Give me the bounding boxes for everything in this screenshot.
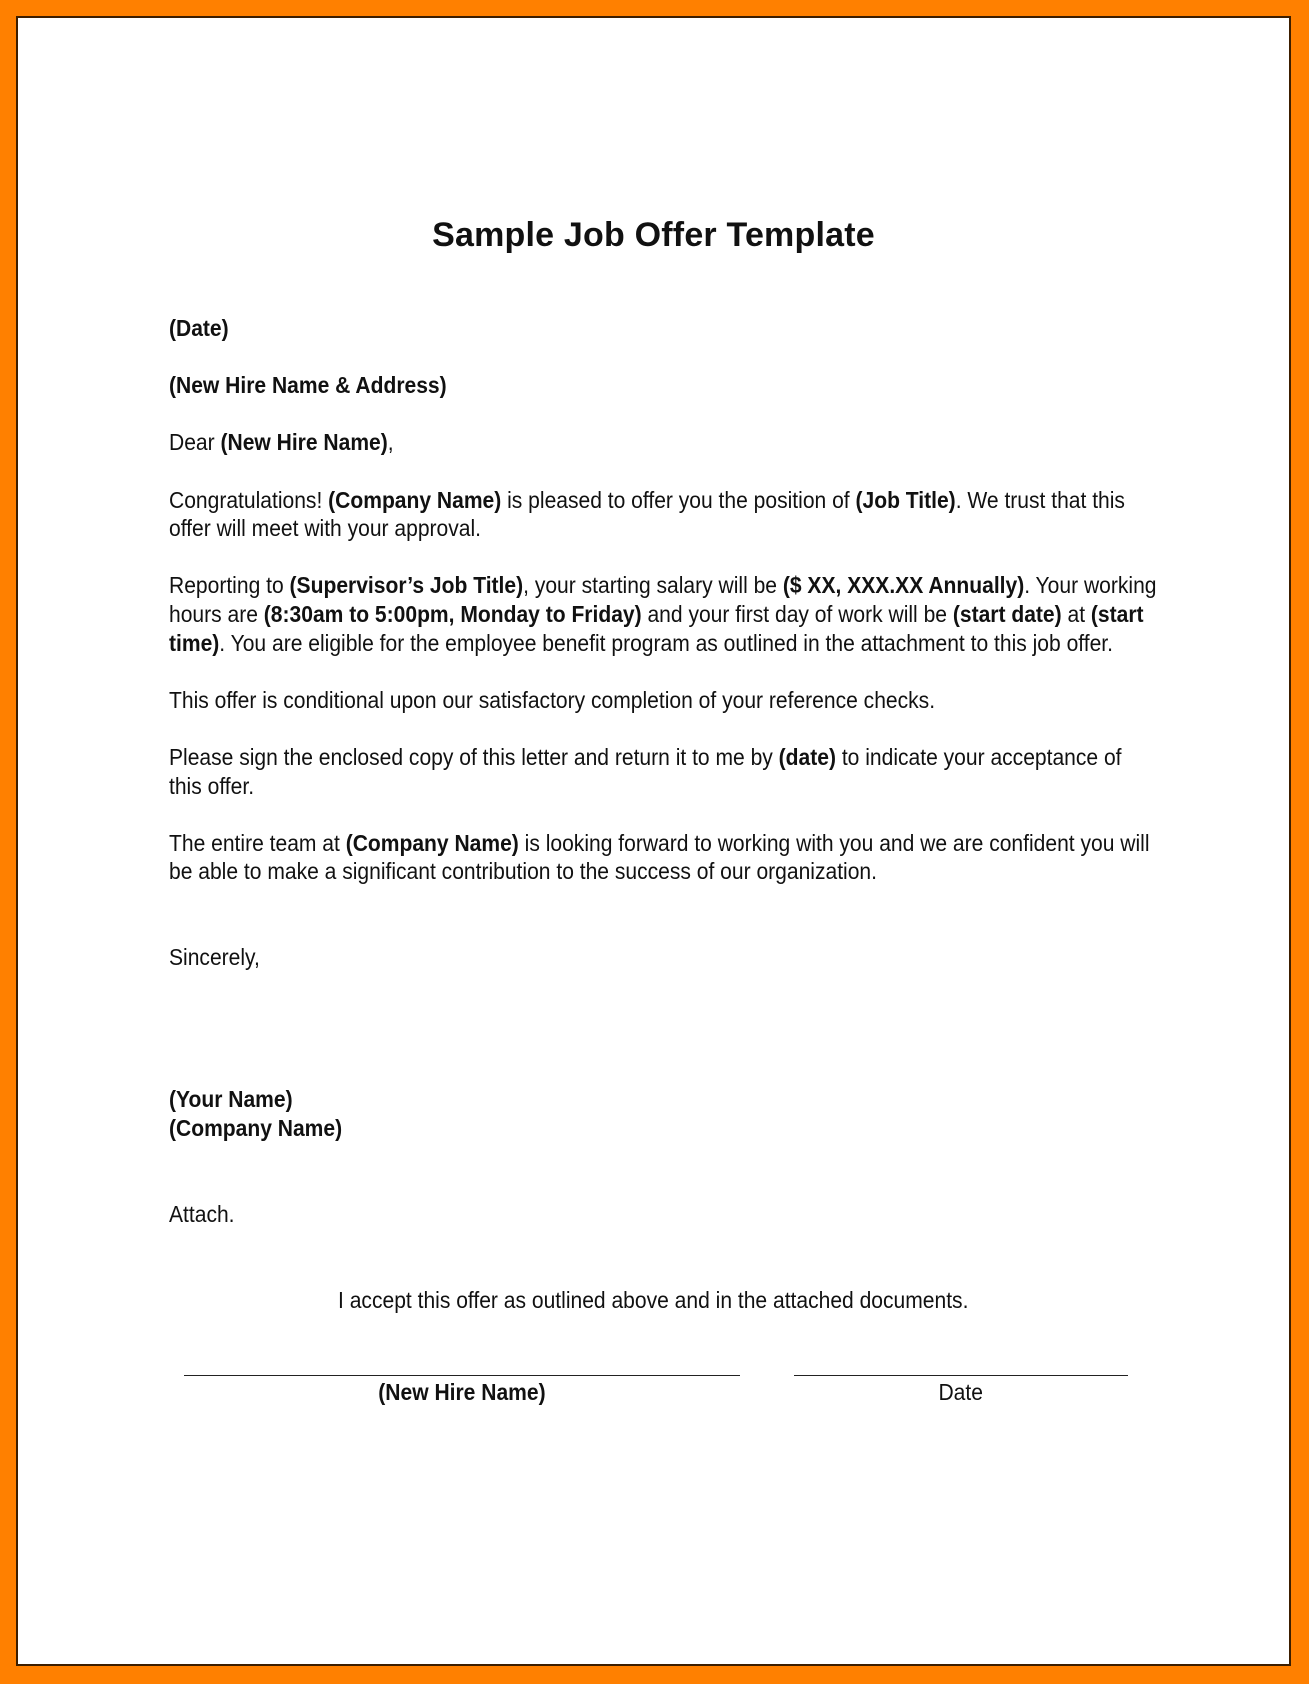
salutation-name: (New Hire Name) <box>220 429 388 456</box>
p2-text-6: . You are eligible for the employee benefit program as outlined in the attachment to this job offer. <box>219 629 1114 656</box>
p2-supervisor: (Supervisor’s Job Title) <box>289 572 524 599</box>
p1-company-name: (Company Name) <box>328 486 502 513</box>
date-label-text: Date <box>938 1379 984 1405</box>
new-hire-label-text: (New Hire Name) <box>378 1379 546 1405</box>
p2-text-3: . Your working hours are <box>169 572 1157 627</box>
paragraph-conditional: This offer is conditional upon our satisfactory completion of your reference checks. <box>169 686 936 713</box>
acceptance-statement-text: I accept this offer as outlined above and in the attached documents. <box>338 1287 969 1313</box>
document-page <box>16 16 1291 1666</box>
paragraph-team <box>169 829 1157 886</box>
p5-text-2: is looking forward to working with you and we are confident you will be able to make a significant contribution to the success of our organization. <box>169 829 1150 885</box>
p1-text-3: . We trust that this offer will meet with your approval. <box>169 486 1125 542</box>
date-signature-line <box>794 1375 1128 1376</box>
letter-body <box>169 314 1157 1228</box>
paragraph-reporting <box>169 571 1157 657</box>
page-title: Sample Job Offer Template <box>432 216 875 254</box>
salutation <box>169 428 1157 457</box>
p2-text-4: and your first day of work will be <box>641 600 953 627</box>
p2-text-1: Reporting to <box>169 572 290 599</box>
p5-company-name: (Company Name) <box>345 829 519 856</box>
p2-salary: ($ XX, XXX.XX Annually) <box>782 572 1025 599</box>
p2-start-date: (start date) <box>952 600 1062 627</box>
signature-your-name: (Your Name) <box>169 1086 293 1113</box>
acceptance-statement <box>18 1286 1289 1314</box>
attach-note: Attach. <box>169 1200 235 1227</box>
p4-date: (date) <box>778 743 836 770</box>
date-signature-label <box>794 1378 1128 1406</box>
salutation-comma: , <box>387 429 394 456</box>
new-hire-address-placeholder: (New Hire Name & Address) <box>169 372 447 399</box>
p5-text-1: The entire team at <box>169 829 346 856</box>
paragraph-sign <box>169 743 1157 800</box>
date-placeholder: (Date) <box>169 315 229 341</box>
p1-text-1: Congratulations! <box>169 486 329 513</box>
new-hire-signature-line <box>184 1375 740 1376</box>
p2-hours: (8:30am to 5:00pm, Monday to Friday) <box>263 600 642 627</box>
closing: Sincerely, <box>169 943 260 970</box>
new-hire-signature-label <box>184 1378 740 1406</box>
p2-start-time: (start time) <box>169 600 1144 656</box>
p2-text-2: , your starting salary will be <box>523 572 783 599</box>
p2-text-5: at <box>1061 600 1091 627</box>
p1-text-2: is pleased to offer you the position of <box>501 486 856 513</box>
paragraph-congratulations <box>169 486 1157 543</box>
salutation-dear: Dear <box>169 429 221 456</box>
p4-text-2: to indicate your acceptance of this offer. <box>169 743 1122 799</box>
p4-text-1: Please sign the enclosed copy of this letter and return it to me by <box>169 743 779 770</box>
signature-company-name: (Company Name) <box>169 1115 343 1142</box>
p1-job-title: (Job Title) <box>855 486 956 513</box>
